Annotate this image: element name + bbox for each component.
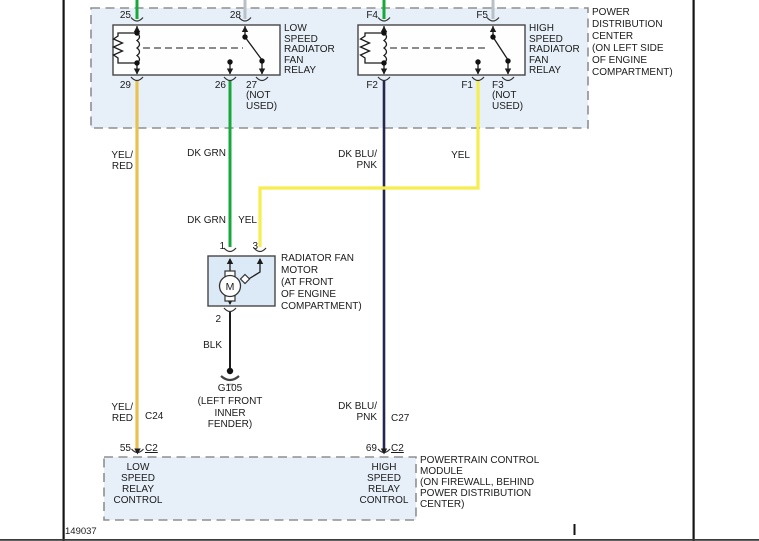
connector-c27: C27 xyxy=(391,413,410,424)
pcm-pin-55: 55 xyxy=(119,443,131,454)
pin-label-F2: F2 xyxy=(366,80,378,91)
pin-label-F3: F3 xyxy=(492,80,504,91)
motor-pin-1: 1 xyxy=(219,241,225,252)
pin-label-26: 26 xyxy=(214,80,226,91)
motor-letter: M xyxy=(225,281,235,293)
not-used-note-low: (NOT USED) xyxy=(246,90,278,112)
power-distribution-center-title: POWER DISTRIBUTION CENTER (ON LEFT SIDE OF ENGINE COMPARTMENT) xyxy=(592,7,673,78)
wire-label-yel-red-upper: YEL/ RED xyxy=(111,150,133,172)
connector-c24: C24 xyxy=(145,411,164,422)
page-right-border xyxy=(693,0,695,541)
page-left-border xyxy=(63,0,65,541)
pin-label-28: 28 xyxy=(229,10,241,21)
low-speed-relay-name: LOW SPEED RADIATOR FAN RELAY xyxy=(284,23,335,76)
diagram-number: 149037 xyxy=(65,526,97,537)
pin-label-29: 29 xyxy=(119,80,131,91)
motor-pin-2: 2 xyxy=(215,314,221,325)
pin-label-27: 27 xyxy=(246,80,258,91)
pcm-high-speed-relay-control: HIGH SPEED RELAY CONTROL xyxy=(359,462,409,506)
ground-name: G105 xyxy=(217,383,243,394)
powertrain-control-module-title: POWERTRAIN CONTROL MODULE (ON FIREWALL, BEHIND POWER DISTRIBUTION CENTER) xyxy=(420,455,540,510)
pin-label-F5: F5 xyxy=(476,10,488,21)
wire-label-dk-blu-pnk-lower: DK BLU/ PNK xyxy=(338,401,377,423)
pin-label-F4: F4 xyxy=(366,10,378,21)
wire-label-yel-red-lower: YEL/ RED xyxy=(111,402,133,424)
wire-label-yel-motor: YEL xyxy=(238,215,257,226)
wire-label-dk-blu-pnk-upper: DK BLU/ PNK xyxy=(338,149,377,171)
ground-location: (LEFT FRONT INNER FENDER) xyxy=(197,396,263,430)
pcm-low-speed-relay-control: LOW SPEED RELAY CONTROL xyxy=(113,462,163,506)
wire-label-blk: BLK xyxy=(203,340,222,351)
pin-label-F1: F1 xyxy=(461,80,473,91)
high-speed-relay-name: HIGH SPEED RADIATOR FAN RELAY xyxy=(529,23,580,76)
wire-label-dk-grn-upper: DK GRN xyxy=(187,148,226,159)
pin-label-25: 25 xyxy=(119,10,131,21)
pcm-pin-69: 69 xyxy=(365,443,377,454)
not-used-note-high: (NOT USED) xyxy=(492,90,524,112)
wire-label-dk-grn-motor: DK GRN xyxy=(187,215,226,226)
radiator-fan-motor-title: RADIATOR FAN MOTOR (AT FRONT OF ENGINE COMPARTMENT) xyxy=(281,253,362,312)
ground-symbol xyxy=(221,368,239,385)
cursor-mark xyxy=(574,524,576,535)
pcm-connector-c2-left: C2 xyxy=(145,443,158,454)
wire-label-yel-upper: YEL xyxy=(451,150,470,161)
radiator-fan-motor-box xyxy=(208,256,275,306)
motor-pin-3: 3 xyxy=(252,241,258,252)
pcm-connector-c2-right: C2 xyxy=(391,443,404,454)
